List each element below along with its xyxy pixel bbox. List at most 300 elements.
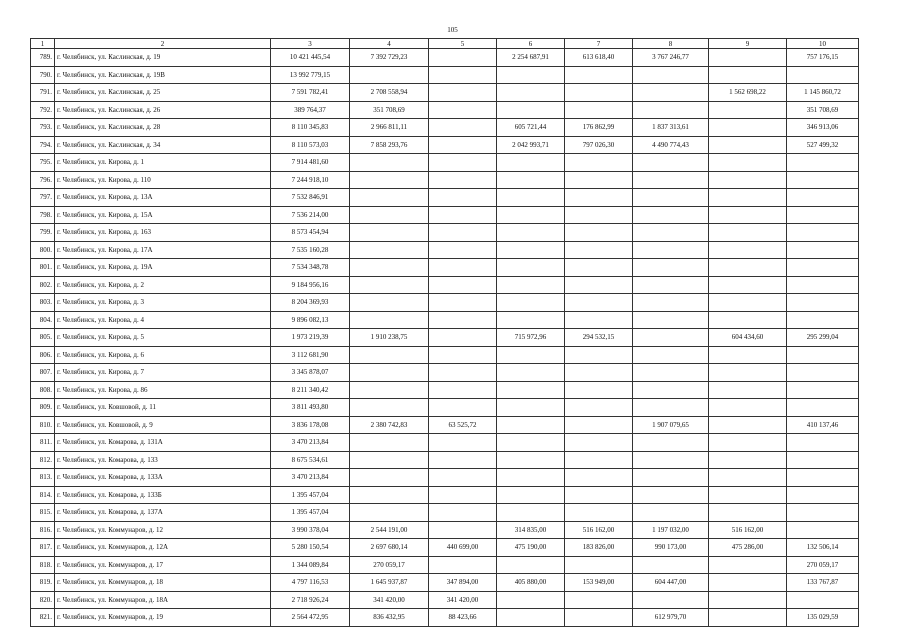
amount-cell: 3 112 681,90 [271, 346, 350, 364]
amount-cell [709, 451, 787, 469]
amount-cell: 341 420,00 [429, 591, 497, 609]
amount-cell [350, 259, 429, 277]
amount-cell: 990 173,00 [633, 539, 709, 557]
amount-cell [709, 311, 787, 329]
amount-cell [709, 486, 787, 504]
amount-cell: 2 544 191,00 [350, 521, 429, 539]
amount-cell [787, 381, 859, 399]
amount-cell [565, 469, 633, 487]
amount-cell [633, 294, 709, 312]
table-row [31, 101, 859, 119]
data-table [30, 38, 859, 627]
table-row [31, 399, 859, 417]
column-header: 9 [709, 39, 787, 49]
amount-cell [350, 469, 429, 487]
amount-cell: 7 532 846,91 [271, 189, 350, 207]
amount-cell [497, 311, 565, 329]
amount-cell [497, 434, 565, 452]
amount-cell: 605 721,44 [497, 119, 565, 137]
table-row [31, 66, 859, 84]
amount-cell [429, 66, 497, 84]
amount-cell [565, 154, 633, 172]
row-number-cell: 809. [31, 399, 55, 417]
amount-cell [633, 364, 709, 382]
amount-cell: 351 708,69 [787, 101, 859, 119]
amount-cell: 475 286,00 [709, 539, 787, 557]
amount-cell [709, 434, 787, 452]
amount-cell: 1 837 313,61 [633, 119, 709, 137]
amount-cell: 8 211 340,42 [271, 381, 350, 399]
amount-cell [565, 399, 633, 417]
amount-cell: 613 618,40 [565, 49, 633, 67]
row-number-cell: 818. [31, 556, 55, 574]
amount-cell: 440 699,00 [429, 539, 497, 557]
table-row [31, 556, 859, 574]
row-number-cell: 799. [31, 224, 55, 242]
address-cell: г. Челябинск, ул. Каслинская, д. 19 [55, 49, 271, 67]
table-row [31, 469, 859, 487]
amount-cell [429, 259, 497, 277]
table-row [31, 49, 859, 67]
address-cell: г. Челябинск, ул. Комарова, д. 133 [55, 451, 271, 469]
amount-cell [709, 591, 787, 609]
amount-cell: 2 708 558,94 [350, 84, 429, 102]
amount-cell: 295 299,04 [787, 329, 859, 347]
address-cell: г. Челябинск, ул. Кирова, д. 6 [55, 346, 271, 364]
amount-cell [565, 556, 633, 574]
amount-cell [497, 399, 565, 417]
amount-cell: 347 894,00 [429, 574, 497, 592]
row-number-cell: 798. [31, 206, 55, 224]
address-cell: г. Челябинск, ул. Каслинская, д. 19В [55, 66, 271, 84]
amount-cell: 3 990 378,04 [271, 521, 350, 539]
row-number-cell: 811. [31, 434, 55, 452]
amount-cell [565, 504, 633, 522]
row-number-cell: 812. [31, 451, 55, 469]
table-row [31, 259, 859, 277]
amount-cell: 475 190,00 [497, 539, 565, 557]
amount-cell [709, 171, 787, 189]
amount-cell [350, 294, 429, 312]
page-number: 105 [447, 26, 458, 34]
amount-cell [429, 49, 497, 67]
amount-cell [633, 486, 709, 504]
amount-cell: 7 534 348,78 [271, 259, 350, 277]
amount-cell: 63 525,72 [429, 416, 497, 434]
table-row [31, 311, 859, 329]
row-number-cell: 819. [31, 574, 55, 592]
amount-cell [429, 101, 497, 119]
amount-cell: 346 913,06 [787, 119, 859, 137]
amount-cell [787, 189, 859, 207]
amount-cell [350, 381, 429, 399]
amount-cell [633, 399, 709, 417]
table-row [31, 451, 859, 469]
row-number-cell: 802. [31, 276, 55, 294]
address-cell: г. Челябинск, ул. Каслинская, д. 28 [55, 119, 271, 137]
amount-cell [787, 486, 859, 504]
amount-cell: 405 880,00 [497, 574, 565, 592]
amount-cell [565, 276, 633, 294]
amount-cell: 1 907 079,65 [633, 416, 709, 434]
column-header: 5 [429, 39, 497, 49]
amount-cell [565, 206, 633, 224]
amount-cell: 2 254 687,91 [497, 49, 565, 67]
amount-cell [350, 451, 429, 469]
amount-cell [497, 66, 565, 84]
amount-cell [633, 591, 709, 609]
table-row [31, 136, 859, 154]
amount-cell: 132 506,14 [787, 539, 859, 557]
row-number-cell: 817. [31, 539, 55, 557]
amount-cell: 8 573 454,94 [271, 224, 350, 242]
amount-cell [787, 469, 859, 487]
amount-cell: 1 197 032,00 [633, 521, 709, 539]
amount-cell [633, 381, 709, 399]
amount-cell: 9 184 956,16 [271, 276, 350, 294]
amount-cell [497, 154, 565, 172]
amount-cell [350, 66, 429, 84]
amount-cell [787, 206, 859, 224]
amount-cell [565, 416, 633, 434]
amount-cell [633, 504, 709, 522]
amount-cell [633, 346, 709, 364]
table-row [31, 416, 859, 434]
amount-cell [429, 276, 497, 294]
amount-cell [709, 224, 787, 242]
amount-cell [787, 434, 859, 452]
amount-cell: 135 029,59 [787, 609, 859, 627]
amount-cell [565, 66, 633, 84]
amount-cell [429, 241, 497, 259]
amount-cell [497, 241, 565, 259]
amount-cell [709, 49, 787, 67]
amount-cell [709, 276, 787, 294]
amount-cell [709, 66, 787, 84]
amount-cell [709, 574, 787, 592]
table-row [31, 241, 859, 259]
amount-cell [565, 346, 633, 364]
amount-cell: 4 797 116,53 [271, 574, 350, 592]
amount-cell [429, 154, 497, 172]
amount-cell [350, 399, 429, 417]
table-row [31, 434, 859, 452]
amount-cell [565, 189, 633, 207]
row-number-cell: 803. [31, 294, 55, 312]
row-number-cell: 795. [31, 154, 55, 172]
amount-cell [633, 84, 709, 102]
row-number-cell: 820. [31, 591, 55, 609]
address-cell: г. Челябинск, ул. Комарова, д. 133Б [55, 486, 271, 504]
address-cell: г. Челябинск, ул. Ковшовой, д. 11 [55, 399, 271, 417]
table-row [31, 574, 859, 592]
amount-cell: 1 145 860,72 [787, 84, 859, 102]
amount-cell: 8 110 573,03 [271, 136, 350, 154]
amount-cell: 8 204 369,93 [271, 294, 350, 312]
row-number-cell: 792. [31, 101, 55, 119]
amount-cell [497, 294, 565, 312]
amount-cell [429, 521, 497, 539]
amount-cell: 5 280 150,54 [271, 539, 350, 557]
amount-cell [497, 556, 565, 574]
amount-cell: 314 835,00 [497, 521, 565, 539]
amount-cell [429, 364, 497, 382]
amount-cell [565, 609, 633, 627]
amount-cell [709, 241, 787, 259]
amount-cell [565, 364, 633, 382]
amount-cell [709, 556, 787, 574]
amount-cell [497, 504, 565, 522]
table-row [31, 521, 859, 539]
row-number-cell: 796. [31, 171, 55, 189]
amount-cell [497, 416, 565, 434]
amount-cell: 3 836 178,08 [271, 416, 350, 434]
row-number-cell: 808. [31, 381, 55, 399]
amount-cell [497, 451, 565, 469]
amount-cell [497, 591, 565, 609]
amount-cell: 604 447,00 [633, 574, 709, 592]
amount-cell: 7 535 160,28 [271, 241, 350, 259]
amount-cell [633, 451, 709, 469]
amount-cell: 7 914 481,60 [271, 154, 350, 172]
address-cell: г. Челябинск, ул. Коммунаров, д. 12 [55, 521, 271, 539]
column-header: 1 [31, 39, 55, 49]
column-header: 8 [633, 39, 709, 49]
address-cell: г. Челябинск, ул. Кирова, д. 13А [55, 189, 271, 207]
amount-cell [429, 136, 497, 154]
amount-cell [429, 504, 497, 522]
amount-cell [709, 609, 787, 627]
amount-cell [429, 434, 497, 452]
amount-cell: 133 767,87 [787, 574, 859, 592]
amount-cell [709, 189, 787, 207]
amount-cell [633, 469, 709, 487]
amount-cell [429, 311, 497, 329]
amount-cell: 715 972,96 [497, 329, 565, 347]
amount-cell: 153 949,00 [565, 574, 633, 592]
amount-cell: 516 162,00 [709, 521, 787, 539]
table-row [31, 171, 859, 189]
amount-cell: 88 423,66 [429, 609, 497, 627]
row-number-cell: 814. [31, 486, 55, 504]
amount-cell [787, 294, 859, 312]
table-row [31, 154, 859, 172]
amount-cell [350, 504, 429, 522]
amount-cell [709, 136, 787, 154]
amount-cell [429, 171, 497, 189]
row-number-cell: 813. [31, 469, 55, 487]
amount-cell [787, 241, 859, 259]
amount-cell [350, 224, 429, 242]
amount-cell: 7 858 293,76 [350, 136, 429, 154]
amount-cell: 8 110 345,83 [271, 119, 350, 137]
amount-cell [787, 451, 859, 469]
address-cell: г. Челябинск, ул. Комарова, д. 137А [55, 504, 271, 522]
amount-cell [497, 189, 565, 207]
address-cell: г. Челябинск, ул. Коммунаров, д. 18 [55, 574, 271, 592]
row-number-cell: 789. [31, 49, 55, 67]
amount-cell [497, 171, 565, 189]
amount-cell [565, 486, 633, 504]
table-row [31, 609, 859, 627]
table-row [31, 539, 859, 557]
amount-cell [633, 311, 709, 329]
row-number-cell: 807. [31, 364, 55, 382]
amount-cell [709, 364, 787, 382]
amount-cell [565, 224, 633, 242]
amount-cell: 7 244 918,10 [271, 171, 350, 189]
amount-cell: 3 767 246,77 [633, 49, 709, 67]
amount-cell [565, 381, 633, 399]
amount-cell [350, 206, 429, 224]
amount-cell [787, 276, 859, 294]
row-number-cell: 801. [31, 259, 55, 277]
address-cell: г. Челябинск, ул. Коммунаров, д. 12А [55, 539, 271, 557]
row-number-cell: 791. [31, 84, 55, 102]
amount-cell: 3 811 493,80 [271, 399, 350, 417]
address-cell: г. Челябинск, ул. Коммунаров, д. 19 [55, 609, 271, 627]
amount-cell: 270 059,17 [350, 556, 429, 574]
amount-cell [497, 364, 565, 382]
amount-cell [429, 206, 497, 224]
amount-cell: 176 862,99 [565, 119, 633, 137]
amount-cell: 7 536 214,00 [271, 206, 350, 224]
amount-cell: 836 432,95 [350, 609, 429, 627]
amount-cell [787, 66, 859, 84]
amount-cell [633, 206, 709, 224]
amount-cell: 757 176,15 [787, 49, 859, 67]
amount-cell [565, 451, 633, 469]
address-cell: г. Челябинск, ул. Каслинская, д. 26 [55, 101, 271, 119]
amount-cell: 1 344 089,84 [271, 556, 350, 574]
amount-cell [429, 346, 497, 364]
amount-cell [565, 241, 633, 259]
amount-cell [497, 469, 565, 487]
amount-cell: 410 137,46 [787, 416, 859, 434]
amount-cell: 612 979,70 [633, 609, 709, 627]
amount-cell [497, 346, 565, 364]
address-cell: г. Челябинск, ул. Ковшовой, д. 9 [55, 416, 271, 434]
amount-cell: 527 499,32 [787, 136, 859, 154]
amount-cell [350, 276, 429, 294]
amount-cell [709, 119, 787, 137]
amount-cell: 3 345 878,07 [271, 364, 350, 382]
table-row [31, 486, 859, 504]
address-cell: г. Челябинск, ул. Коммунаров, д. 17 [55, 556, 271, 574]
amount-cell: 294 532,15 [565, 329, 633, 347]
amount-cell [429, 381, 497, 399]
amount-cell [787, 399, 859, 417]
amount-cell [787, 259, 859, 277]
amount-cell [497, 486, 565, 504]
row-number-cell: 800. [31, 241, 55, 259]
amount-cell [633, 101, 709, 119]
amount-cell [565, 591, 633, 609]
amount-cell [497, 276, 565, 294]
amount-cell [787, 346, 859, 364]
table-header-row [31, 39, 859, 49]
row-number-cell: 790. [31, 66, 55, 84]
amount-cell [633, 171, 709, 189]
address-cell: г. Челябинск, ул. Кирова, д. 19А [55, 259, 271, 277]
amount-cell [787, 591, 859, 609]
row-number-cell: 806. [31, 346, 55, 364]
row-number-cell: 816. [31, 521, 55, 539]
amount-cell: 1 562 698,22 [709, 84, 787, 102]
amount-cell [633, 276, 709, 294]
amount-cell [565, 259, 633, 277]
amount-cell [565, 311, 633, 329]
column-header: 2 [55, 39, 271, 49]
table-row [31, 591, 859, 609]
amount-cell [709, 154, 787, 172]
amount-cell: 389 764,37 [271, 101, 350, 119]
amount-cell [350, 364, 429, 382]
table-row [31, 504, 859, 522]
address-cell: г. Челябинск, ул. Кирова, д. 5 [55, 329, 271, 347]
amount-cell [633, 189, 709, 207]
table-row [31, 346, 859, 364]
amount-cell: 1 645 937,87 [350, 574, 429, 592]
column-header: 4 [350, 39, 429, 49]
amount-cell [429, 556, 497, 574]
amount-cell: 604 434,60 [709, 329, 787, 347]
table-row [31, 294, 859, 312]
amount-cell [565, 101, 633, 119]
amount-cell: 2 042 993,71 [497, 136, 565, 154]
column-header: 10 [787, 39, 859, 49]
amount-cell [497, 224, 565, 242]
amount-cell [497, 259, 565, 277]
amount-cell: 2 697 680,14 [350, 539, 429, 557]
amount-cell [787, 504, 859, 522]
address-cell: г. Челябинск, ул. Кирова, д. 2 [55, 276, 271, 294]
amount-cell [709, 294, 787, 312]
table-row [31, 329, 859, 347]
amount-cell [497, 206, 565, 224]
table-row [31, 206, 859, 224]
amount-cell [350, 241, 429, 259]
amount-cell [787, 224, 859, 242]
amount-cell [429, 119, 497, 137]
amount-cell: 13 992 779,15 [271, 66, 350, 84]
amount-cell [429, 189, 497, 207]
address-cell: г. Челябинск, ул. Кирова, д. 7 [55, 364, 271, 382]
table-row [31, 364, 859, 382]
amount-cell: 1 910 238,75 [350, 329, 429, 347]
amount-cell: 10 421 445,54 [271, 49, 350, 67]
amount-cell: 2 966 811,11 [350, 119, 429, 137]
address-cell: г. Челябинск, ул. Кирова, д. 3 [55, 294, 271, 312]
amount-cell: 183 826,00 [565, 539, 633, 557]
amount-cell [633, 329, 709, 347]
amount-cell [787, 521, 859, 539]
amount-cell: 7 392 729,23 [350, 49, 429, 67]
table-row [31, 276, 859, 294]
amount-cell: 9 896 082,13 [271, 311, 350, 329]
amount-cell [709, 101, 787, 119]
amount-cell: 8 675 534,61 [271, 451, 350, 469]
amount-cell: 1 973 219,39 [271, 329, 350, 347]
amount-cell: 797 026,30 [565, 136, 633, 154]
table-row [31, 84, 859, 102]
address-cell: г. Челябинск, ул. Комарова, д. 133А [55, 469, 271, 487]
amount-cell: 2 564 472,95 [271, 609, 350, 627]
amount-cell [709, 259, 787, 277]
amount-cell [633, 224, 709, 242]
row-number-cell: 794. [31, 136, 55, 154]
amount-cell [633, 241, 709, 259]
